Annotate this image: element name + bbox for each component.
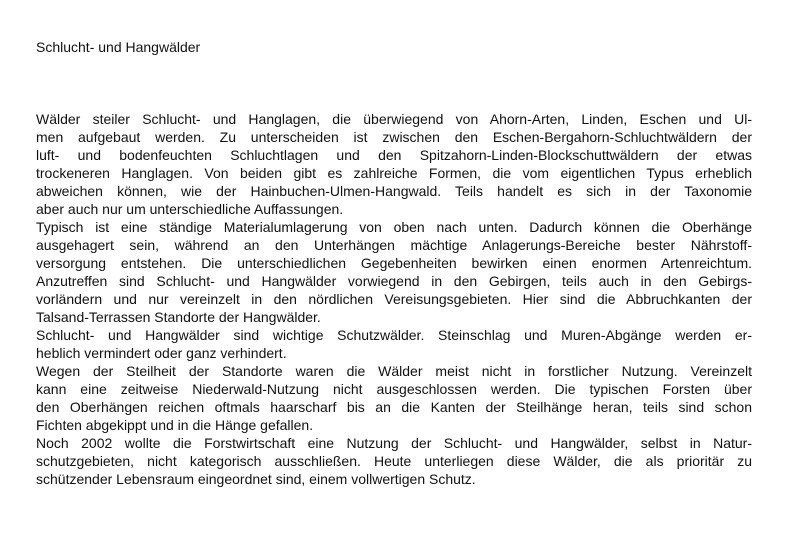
document-title: Schlucht- und Hangwälder [36, 39, 201, 55]
text-line: Noch 2002 wollte die Forstwirtschaft eine Nutzung der Schlucht- und Hangwälder, selbst in Natur- [36, 435, 752, 451]
text-line: abweichen können, wie der Hainbuchen-Ulmen-Hangwald. Teils handelt es sich in der Taxonomie [36, 183, 752, 199]
text-line: luft- und bodenfeuchten Schluchtlagen und den Spitzahorn-Linden-Blockschuttwäldern der etwas [36, 147, 752, 163]
text-line: trockeneren Hanglagen. Von beiden gibt es zahlreiche Formen, die vom eigentlichen Typus erheblich [36, 165, 752, 181]
text-line: Talsand-Terrassen Standorte der Hangwälder. [36, 309, 321, 325]
text-line: schutzgebieten, nicht kategorisch ausschließen. Heute unterliegen diese Wälder, die als prioritär zu [36, 453, 752, 469]
text-line: versorgung entstehen. Die unterschiedlichen Gegebenheiten bewirken einen enormen Artenreichtum. [36, 255, 752, 271]
text-line: Wälder steiler Schlucht- und Hanglagen, die überwiegend von Ahorn-Arten, Linden, Eschen und Ul- [36, 111, 752, 127]
text-line: kann eine zeitweise Niederwald-Nutzung nicht ausgeschlossen werden. Die typischen Forsten über [36, 381, 752, 397]
text-line: Typisch ist eine ständige Materialumlagerung von oben nach unten. Dadurch können die Oberhänge [36, 219, 752, 235]
text-line: schützender Lebensraum eingeordnet sind, einem vollwertigen Schutz. [36, 471, 476, 487]
text-line: vorländern und nur vereinzelt in den nördlichen Vereisungsgebieten. Hier sind die Abbruchkanten der [36, 291, 752, 307]
text-line: Schlucht- und Hangwälder sind wichtige Schutzwälder. Steinschlag und Muren-Abgänge werden er- [36, 327, 752, 343]
text-line: Anzutreffen sind Schlucht- und Hangwälder vorwiegend in den Gebirgen, teils auch in den Gebirgs- [36, 273, 752, 289]
text-line: Wegen der Steilheit der Standorte waren die Wälder meist nicht in forstlicher Nutzung. Vereinzelt [36, 363, 752, 379]
text-line: aber auch nur um unterschiedliche Auffassungen. [36, 201, 344, 217]
text-line: men aufgebaut werden. Zu unterscheiden ist zwischen den Eschen-Bergahorn-Schluchtwäldern der [36, 129, 752, 145]
text-line: ausgehagert sein, während an den Unterhängen mächtige Anlagerungs-Bereiche bester Nährstoff- [36, 237, 752, 253]
text-line: den Oberhängen reichen oftmals haarscharf bis an die Kanten der Steilhänge heran, teils sind schon [36, 399, 752, 415]
text-line: Fichten abgekippt und in die Hänge gefallen. [36, 417, 314, 433]
text-line: heblich vermindert oder ganz verhindert. [36, 345, 287, 361]
document-body [36, 110, 752, 488]
